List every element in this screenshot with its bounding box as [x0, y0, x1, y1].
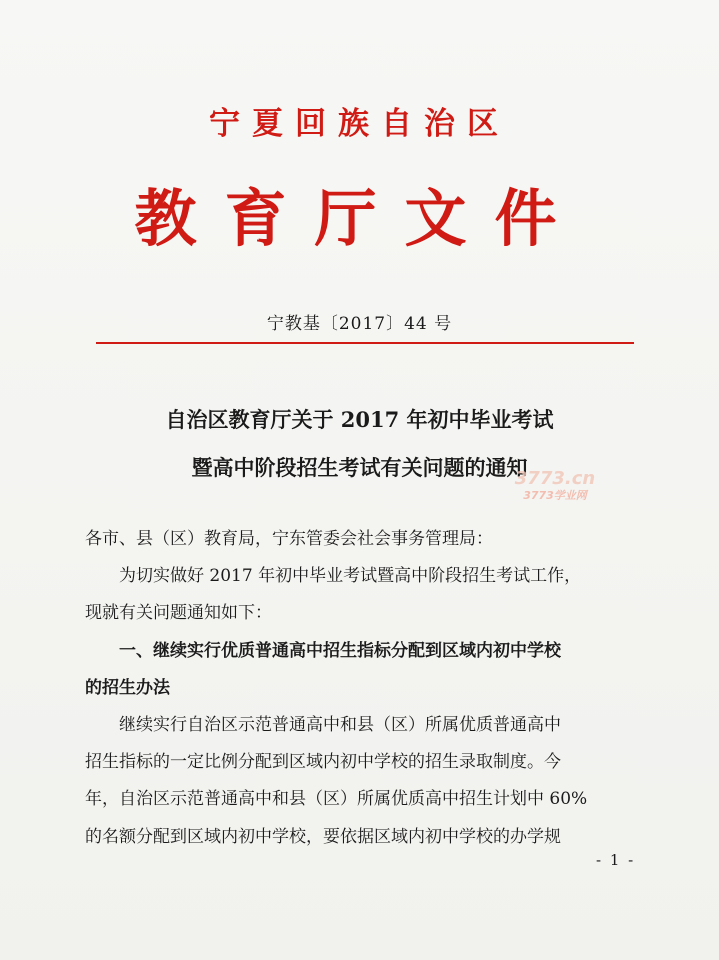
- paragraph-1-line-1: 继续实行自治区示范普通高中和县（区）所属优质普通高中: [119, 715, 561, 736]
- document-number: 宁教基〔2017〕44 号: [266, 314, 453, 334]
- page-number: - 1 -: [596, 851, 636, 869]
- document-type-title: 教育厅文件: [134, 182, 585, 255]
- issuing-agency: 宁夏回族自治区: [209, 106, 510, 142]
- section-heading-1-line-1: 一、继续实行优质普通高中招生指标分配到区域内初中学校: [119, 640, 561, 661]
- red-divider-line: [96, 342, 634, 344]
- paragraph-1-line-4: 的名额分配到区域内初中学校，要依据区域内初中学校的办学规: [85, 826, 561, 847]
- site-watermark: [465, 470, 645, 501]
- paragraph-1-line-2: 招生指标的一定比例分配到区域内初中学校的招生录取制度。今: [85, 752, 561, 773]
- watermark-logo: 3773.cn: [514, 468, 596, 489]
- intro-line-2: 现就有关问题通知如下：: [85, 603, 272, 624]
- document-body: [85, 521, 645, 856]
- notice-title-line-1: 自治区教育厅关于 2017 年初中毕业考试: [165, 407, 554, 432]
- salutation: 各市、县（区）教育局，宁东管委会社会事务管理局：: [85, 529, 493, 549]
- notice-title-line-2: 暨高中阶段招生考试有关问题的通知: [191, 455, 528, 480]
- paragraph-1-line-3: 年，自治区示范普通高中和县（区）所属优质高中招生计划中 60%: [85, 789, 588, 810]
- watermark-sub: 3773学业网: [523, 489, 587, 502]
- intro-line-1: 为切实做好 2017 年初中毕业考试暨高中阶段招生考试工作，: [119, 566, 582, 587]
- section-heading-1-line-2: 的招生办法: [85, 677, 170, 698]
